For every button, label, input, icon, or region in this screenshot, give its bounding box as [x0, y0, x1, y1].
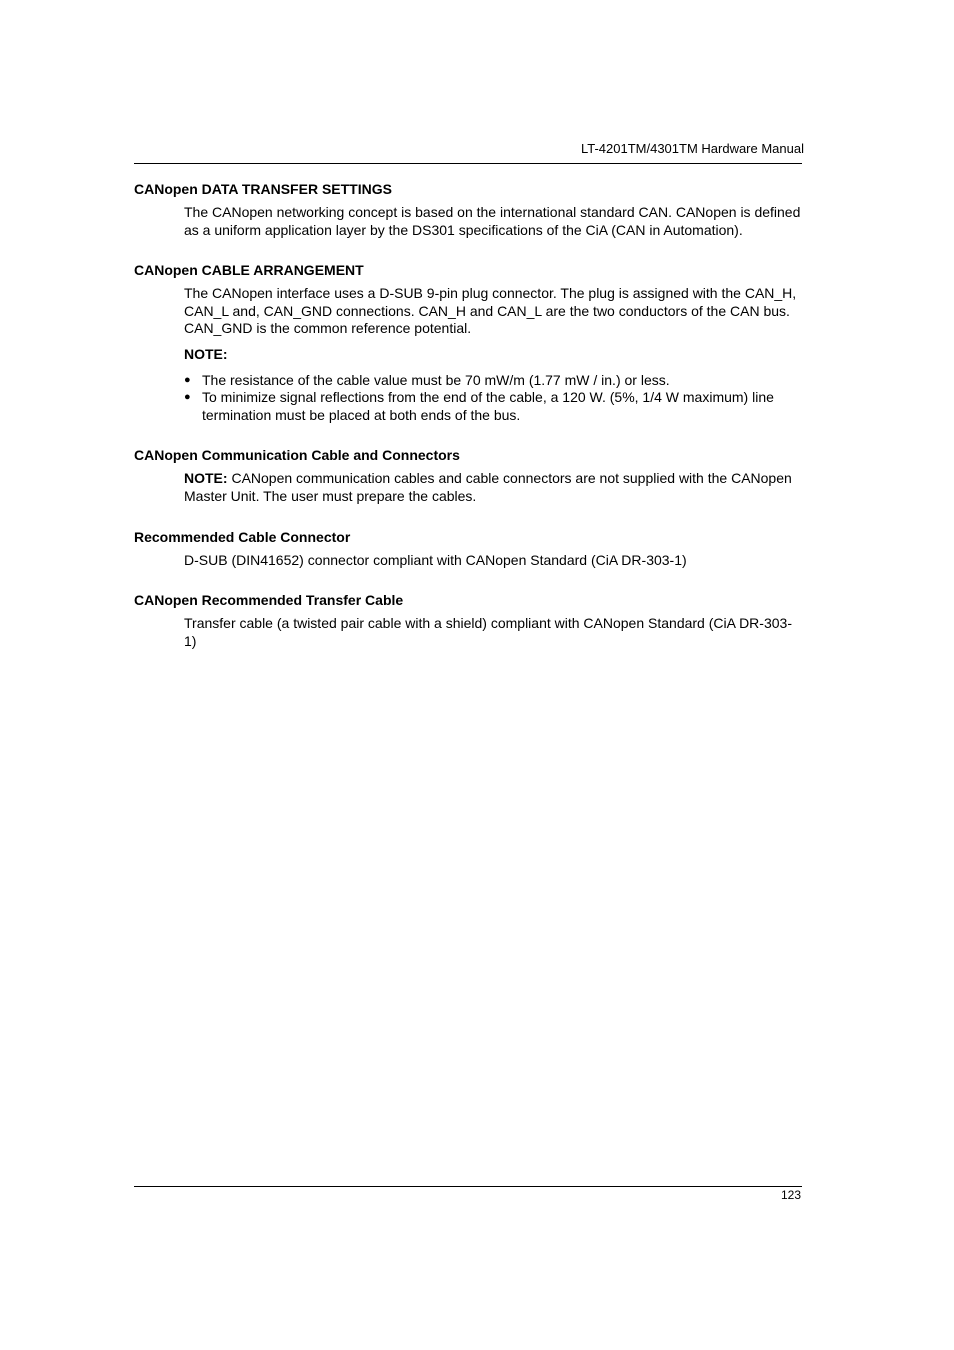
- section-heading: CANopen DATA TRANSFER SETTINGS: [134, 181, 392, 197]
- section-cable-arrangement: [134, 261, 802, 424]
- list-item-text: To minimize signal reflections from the end of the cable, a 120 W. (5%, 1/4 W maximum) line termination must be placed at both ends of the bus.: [202, 389, 774, 423]
- note-bullet-list: [184, 372, 802, 425]
- section-heading: CANopen Communication Cable and Connectors: [134, 447, 460, 464]
- section-heading: CANopen Recommended Transfer Cable: [134, 592, 404, 609]
- section-data-transfer-settings: [134, 180, 802, 239]
- page-number: 123: [780, 1188, 801, 1202]
- note-text: CANopen communication cables and cable connectors are not supplied with the CANopen Master Unit. The user must prepare the cables.: [184, 470, 792, 504]
- manual-title: LT-4201TM/4301TM Hardware Manual: [580, 141, 804, 156]
- section-heading: CANopen CABLE ARRANGEMENT: [134, 262, 364, 279]
- section-body: Transfer cable (a twisted pair cable with a shield) compliant with CANopen Standard (CiA DR-303-1): [184, 615, 792, 649]
- footer-divider: [134, 1186, 802, 1187]
- header-divider: [134, 163, 802, 164]
- note-label: NOTE:: [184, 345, 228, 362]
- bullet-dot-icon: ●: [184, 373, 191, 386]
- note-prefix: NOTE:: [184, 470, 228, 487]
- bullet-dot-icon: ●: [184, 391, 191, 404]
- section-recommended-transfer-cable: [134, 591, 802, 650]
- section-heading: Recommended Cable Connector: [134, 528, 351, 545]
- page-content: [134, 180, 802, 672]
- section-communication-cable: [134, 446, 802, 505]
- list-item-text: The resistance of the cable value must be 70 mW/m (1.77 mW / in.) or less.: [202, 371, 670, 388]
- list-item: [184, 372, 802, 390]
- section-body: [184, 470, 802, 505]
- section-recommended-connector: [134, 528, 802, 570]
- list-item: [184, 389, 802, 424]
- section-body: The CANopen interface uses a D-SUB 9-pin plug connector. The plug is assigned with the CAN_H, CAN_L and, CAN_GND connections. CAN_H and CAN_L are the two conductors of the CAN bus. CAN_GND is the common reference potential.: [184, 285, 797, 337]
- section-body: D-SUB (DIN41652) connector compliant with CANopen Standard (CiA DR-303-1): [184, 551, 687, 568]
- section-body: The CANopen networking concept is based on the international standard CAN. CANopen is defined as a uniform application layer by the DS301 specifications of the CiA (CAN in Automation).: [184, 204, 801, 238]
